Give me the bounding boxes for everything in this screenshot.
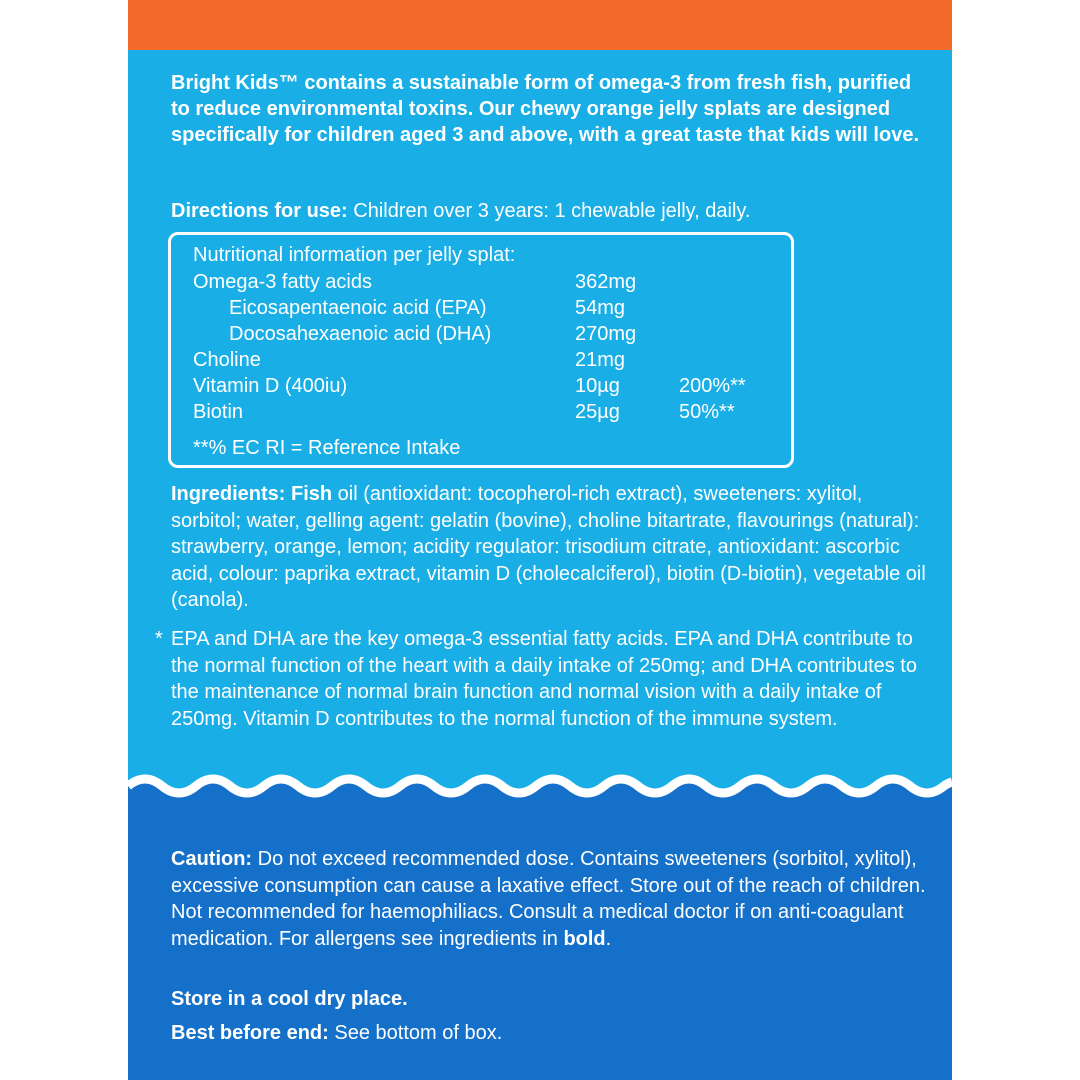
label-panel xyxy=(128,0,952,1080)
nutrient-name: Biotin xyxy=(193,401,244,423)
nutrition-table xyxy=(168,232,794,468)
nutrition-row-epa xyxy=(193,295,773,321)
nutrition-row-choline xyxy=(193,347,773,373)
product-intro: Bright Kids™ contains a sustainable form of omega-3 from fresh fish, purified to reduce environmental toxins. Our chewy orange jelly splats are designed specifically for children aged 3 and above, with a great taste that kids will love. xyxy=(171,72,919,146)
caution-statement xyxy=(171,846,931,952)
nutrient-name: Choline xyxy=(193,349,261,371)
nutrition-row-vitamin-d xyxy=(193,373,773,399)
ingredients-text: oil (antioxidant: tocopherol-rich extract), sweeteners: xylitol, sorbitol; water, gelling agent: gelatin (bovine), choline bitartrate, flavourings (natural): strawberry, orange, lemon; acidity regulator: trisodium citrate, antioxidant: ascorbic acid, colour: paprika extract, vitamin D (cholecalciferol), biotin (D-biotin), vegetable oil (canola). xyxy=(171,483,926,611)
health-claim-note xyxy=(155,626,931,732)
nutrition-row-dha xyxy=(193,321,773,347)
caution-end: . xyxy=(605,927,612,950)
nutrient-name: Eicosapentaenoic acid (EPA) xyxy=(229,297,487,319)
nutrient-amount: 25µg xyxy=(575,401,620,423)
ingredients-list xyxy=(171,481,931,614)
best-before xyxy=(171,1020,931,1046)
directions-for-use xyxy=(171,198,931,224)
nutrient-ri: 200%** xyxy=(679,375,746,397)
nutrition-row-biotin xyxy=(193,399,773,425)
directions-text: Children over 3 years: 1 chewable jelly, daily. xyxy=(347,200,751,222)
nutrient-amount: 270mg xyxy=(575,323,637,345)
nutrient-amount: 362mg xyxy=(575,271,637,293)
wave-divider xyxy=(128,772,952,814)
nutrient-amount: 10µg xyxy=(575,375,620,397)
caution-text: Do not exceed recommended dose. Contains sweeteners (sorbitol, xylitol), excessive consumption can cause a laxative effect. Store out of the reach of children. Not recommended for haemophiliacs. Consult a medical doctor if on anti-coagulant medication. For allergens see ingredients in xyxy=(171,848,926,950)
ingredients-label: Ingredients: xyxy=(171,483,286,505)
allergen-fish: Fish xyxy=(285,483,333,505)
health-claim-text: EPA and DHA are the key omega-3 essential fatty acids. EPA and DHA contribute to the normal function of the heart with a daily intake of 250mg; and DHA contributes to the maintenance of normal brain function and normal vision with a daily intake of 250mg. Vitamin D contributes to the normal function of the immune system. xyxy=(171,628,917,730)
best-before-label: Best before end: xyxy=(171,1022,329,1044)
nutrient-ri: 50%** xyxy=(679,401,735,423)
best-before-text: See bottom of box. xyxy=(328,1022,503,1044)
directions-label: Directions for use: xyxy=(171,200,348,222)
nutrient-name: Omega-3 fatty acids xyxy=(193,271,372,293)
nutrient-amount: 54mg xyxy=(575,297,626,319)
asterisk-mark: * xyxy=(155,628,163,650)
caution-label: Caution: xyxy=(171,848,253,870)
nutrient-amount: 21mg xyxy=(575,349,626,371)
nutrient-name: Vitamin D (400iu) xyxy=(193,375,348,397)
caution-bold-word: bold xyxy=(563,927,606,950)
orange-header-band xyxy=(128,0,952,50)
nutrition-row-omega3 xyxy=(193,269,773,295)
nutrition-footnote: **% EC RI = Reference Intake xyxy=(193,437,461,459)
nutrition-title: Nutritional information per jelly splat: xyxy=(193,244,516,266)
nutrient-name: Docosahexaenoic acid (DHA) xyxy=(229,323,492,345)
storage-instruction: Store in a cool dry place. xyxy=(171,988,408,1010)
